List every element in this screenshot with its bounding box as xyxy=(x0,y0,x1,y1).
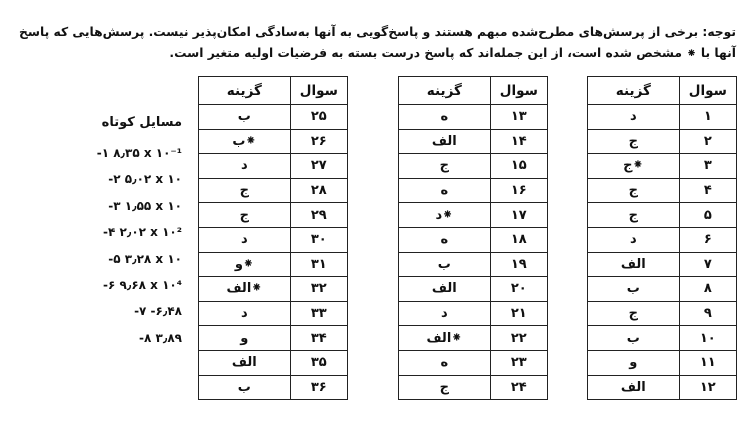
table-row xyxy=(588,350,737,375)
answer-table-3 xyxy=(198,76,348,400)
short-problem-answer: -۶ ۹٫۶۸ x ۱۰⁴ xyxy=(103,277,182,292)
question-number-cell: ۳۶ xyxy=(290,375,347,400)
question-number-cell: ۱۴ xyxy=(490,129,547,154)
table-row xyxy=(199,154,348,179)
answer-table-1 xyxy=(587,76,737,400)
table-row xyxy=(588,301,737,326)
table-header-row xyxy=(588,77,737,105)
answer-option-cell: ج xyxy=(588,301,680,326)
answer-rows xyxy=(588,105,737,400)
answer-option-cell: و xyxy=(199,326,291,351)
question-number-cell: ۳۳ xyxy=(290,301,347,326)
short-problem-answer: -۲ ۵٫۰۲ x ۱۰ xyxy=(108,172,182,187)
answer-option-cell: د xyxy=(588,105,680,130)
table-row xyxy=(399,252,548,277)
table-row xyxy=(399,227,548,252)
answer-option-cell: الف xyxy=(399,129,491,154)
table-row xyxy=(199,129,348,154)
question-number-cell: ۲۴ xyxy=(490,375,547,400)
short-problem-answer: -۱ ۸٫۳۵ x ۱۰⁻¹ xyxy=(96,146,182,160)
question-number-cell: ۵ xyxy=(679,203,736,228)
table-row xyxy=(199,326,348,351)
table-row xyxy=(399,105,548,130)
question-number-cell: ۱۶ xyxy=(490,178,547,203)
table-row xyxy=(399,301,548,326)
answer-option-cell: ه xyxy=(399,105,491,130)
table-row xyxy=(588,178,737,203)
answer-option-cell: ⁕الف xyxy=(399,326,491,351)
table-row xyxy=(199,105,348,130)
table-row xyxy=(199,227,348,252)
question-number-cell: ۲۲ xyxy=(490,326,547,351)
answer-option-cell: د xyxy=(199,301,291,326)
answer-option-cell: ه xyxy=(399,350,491,375)
answer-option-cell: ب xyxy=(588,326,680,351)
short-problem-answer: -۷ -۶٫۴۸ xyxy=(134,304,182,319)
question-number-cell: ۱۳ xyxy=(490,105,547,130)
question-number-cell: ۹ xyxy=(679,301,736,326)
answer-column-header: گزینه xyxy=(399,77,491,105)
answer-option-cell: الف xyxy=(399,277,491,302)
table-row xyxy=(399,326,548,351)
answer-option-cell: ب xyxy=(199,375,291,400)
answer-option-cell: ج xyxy=(588,129,680,154)
question-number-cell: ۲۳ xyxy=(490,350,547,375)
answer-option-cell: ب xyxy=(399,252,491,277)
short-problem-answer: -۸ ۳٫۸۹ xyxy=(139,330,182,345)
question-number-cell: ۲۱ xyxy=(490,301,547,326)
question-number-cell: ۱۸ xyxy=(490,227,547,252)
answer-option-cell: ب xyxy=(588,277,680,302)
question-number-cell: ۱ xyxy=(679,105,736,130)
table-row xyxy=(588,277,737,302)
table-header-row xyxy=(199,77,348,105)
question-number-cell: ۲ xyxy=(679,129,736,154)
table-row xyxy=(588,326,737,351)
question-column-header: سوال xyxy=(490,77,547,105)
answer-option-cell: ب xyxy=(199,105,291,130)
question-number-cell: ۱۷ xyxy=(490,203,547,228)
table-row xyxy=(199,350,348,375)
answer-column-header: گزینه xyxy=(199,77,291,105)
short-problem-answer: -۴ ۲٫۰۲ x ۱۰² xyxy=(103,225,182,240)
question-column-header: سوال xyxy=(290,77,347,105)
table-row xyxy=(588,203,737,228)
answer-option-cell: د xyxy=(199,154,291,179)
table-row xyxy=(399,178,548,203)
answer-rows xyxy=(199,105,348,400)
answer-option-cell: د xyxy=(199,227,291,252)
answer-option-cell: ⁕د xyxy=(399,203,491,228)
short-problem-answer: -۳ ۱٫۵۵ x ۱۰ xyxy=(108,198,182,213)
answer-option-cell: الف xyxy=(199,350,291,375)
short-problems-list xyxy=(70,142,182,353)
table-row xyxy=(199,375,348,400)
short-problem-answer: -۵ ۳٫۲۸ x ۱۰ xyxy=(108,251,182,266)
question-number-cell: ۱۲ xyxy=(679,375,736,400)
question-number-cell: ۴ xyxy=(679,178,736,203)
answer-option-cell: ⁕ب xyxy=(199,129,291,154)
question-number-cell: ۷ xyxy=(679,252,736,277)
answer-option-cell: ج xyxy=(199,203,291,228)
table-row xyxy=(199,203,348,228)
table-row xyxy=(588,252,737,277)
answer-option-cell: ⁕و xyxy=(199,252,291,277)
question-number-cell: ۳۴ xyxy=(290,326,347,351)
question-number-cell: ۶ xyxy=(679,227,736,252)
question-number-cell: ۳۰ xyxy=(290,227,347,252)
table-row xyxy=(199,301,348,326)
table-row xyxy=(399,203,548,228)
table-row xyxy=(399,129,548,154)
question-number-cell: ۱۱ xyxy=(679,350,736,375)
question-number-cell: ۲۸ xyxy=(290,178,347,203)
table-row xyxy=(588,129,737,154)
instructions-note: توجه: برخی از پرسش‌های مطرح‌شده مبهم هستند و پاسخ‌گویی به آنها به‌سادگی امکان‌پذیر نیست. پرسش‌هایی که پاسخ آنها با ⁕ مشخص شده است، از این جمله‌اند که پاسخ درست بسته به فرضیات اولیه متغیر است. xyxy=(19,25,736,60)
question-number-cell: ۲۵ xyxy=(290,105,347,130)
answer-option-cell: و xyxy=(588,350,680,375)
answer-option-cell: ج xyxy=(588,178,680,203)
question-number-cell: ۲۶ xyxy=(290,129,347,154)
table-row xyxy=(588,105,737,130)
table-row xyxy=(399,375,548,400)
question-number-cell: ۳۵ xyxy=(290,350,347,375)
question-number-cell: ۸ xyxy=(679,277,736,302)
answer-option-cell: ⁕ج xyxy=(588,154,680,179)
question-number-cell: ۳۱ xyxy=(290,252,347,277)
answer-option-cell: ⁕الف xyxy=(199,277,291,302)
question-number-cell: ۳۲ xyxy=(290,277,347,302)
answer-option-cell: الف xyxy=(588,375,680,400)
table-row xyxy=(399,350,548,375)
table-row xyxy=(399,277,548,302)
answer-table-2 xyxy=(398,76,548,400)
answer-option-cell: د xyxy=(588,227,680,252)
question-number-cell: ۲۰ xyxy=(490,277,547,302)
question-number-cell: ۱۵ xyxy=(490,154,547,179)
table-header-row xyxy=(399,77,548,105)
answer-column-header: گزینه xyxy=(588,77,680,105)
table-row xyxy=(588,375,737,400)
question-column-header: سوال xyxy=(679,77,736,105)
answer-option-cell: ه xyxy=(399,178,491,203)
table-row xyxy=(199,277,348,302)
answer-option-cell: ج xyxy=(399,154,491,179)
question-number-cell: ۳ xyxy=(679,154,736,179)
table-row xyxy=(199,178,348,203)
table-row xyxy=(399,154,548,179)
answer-option-cell: ج xyxy=(399,375,491,400)
table-row xyxy=(588,227,737,252)
answer-option-cell: د xyxy=(399,301,491,326)
question-number-cell: ۲۷ xyxy=(290,154,347,179)
answer-option-cell: ج xyxy=(199,178,291,203)
answer-option-cell: ج xyxy=(588,203,680,228)
question-number-cell: ۱۹ xyxy=(490,252,547,277)
answer-option-cell: ه xyxy=(399,227,491,252)
answer-rows xyxy=(399,105,548,400)
table-row xyxy=(588,154,737,179)
short-problems-title: مسایل کوتاه xyxy=(101,115,182,130)
table-row xyxy=(199,252,348,277)
question-number-cell: ۱۰ xyxy=(679,326,736,351)
question-number-cell: ۲۹ xyxy=(290,203,347,228)
short-problems-section xyxy=(70,112,182,353)
answer-option-cell: الف xyxy=(588,252,680,277)
